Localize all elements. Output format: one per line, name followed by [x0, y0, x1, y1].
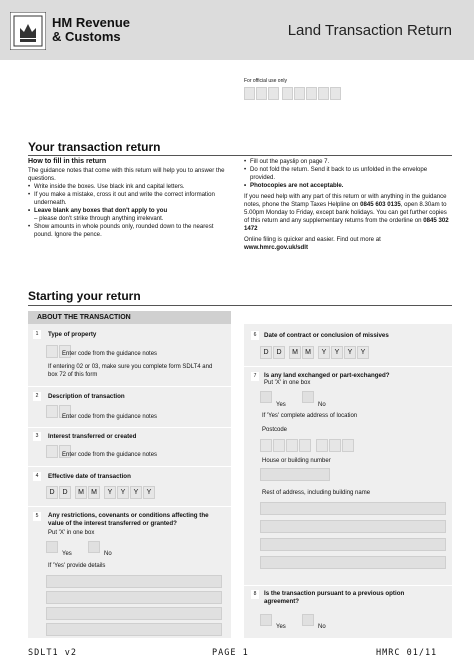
- q7-address-line[interactable]: [260, 556, 446, 569]
- q3-number: 3: [33, 432, 41, 441]
- postcode-cell[interactable]: [342, 439, 354, 452]
- q4-date-input[interactable]: [46, 486, 155, 499]
- footer-page: PAGE 1: [212, 648, 249, 658]
- official-use-block: [244, 78, 341, 100]
- q6-date-cell[interactable]: D: [273, 346, 285, 359]
- how-bullet: • Show amounts in whole pounds only, rounded down to the nearest pound. Ignore the pence.: [28, 223, 228, 239]
- q7-yes-box[interactable]: [260, 391, 272, 403]
- q4-date-cell[interactable]: Y: [104, 486, 116, 499]
- q6-label: Date of contract or conclusion of missives: [264, 332, 389, 339]
- divider: [28, 506, 231, 507]
- org-line2: & Customs: [52, 29, 121, 44]
- q7-rest-label: Rest of address, including building name: [262, 490, 371, 496]
- how-to-fill-block: [28, 158, 228, 239]
- q6-date-cell[interactable]: Y: [318, 346, 330, 359]
- how-bullet: • Leave blank any boxes that don't apply to you: [28, 207, 228, 215]
- q4-date-cell[interactable]: M: [88, 486, 100, 499]
- section-title-transaction: Your transaction return: [28, 140, 161, 154]
- q5-put-x: Put 'X' in one box: [48, 530, 95, 536]
- section-title-starting: Starting your return: [28, 289, 141, 303]
- q4-date-cell[interactable]: Y: [117, 486, 129, 499]
- official-cell: [318, 87, 329, 100]
- q3-label: Interest transferred or created: [48, 433, 137, 440]
- q7-address-line[interactable]: [260, 520, 446, 533]
- postcode-cell[interactable]: [286, 439, 298, 452]
- q3-cell[interactable]: [46, 445, 58, 458]
- org-line1: HM Revenue: [52, 15, 131, 30]
- q7-house-input[interactable]: [260, 468, 330, 481]
- q5-yes-label: Yes: [62, 551, 72, 557]
- online-text-body: Online filing is quicker and easier. Find out more at: [244, 236, 381, 243]
- right-bullet: • Photocopies are not acceptable.: [244, 182, 449, 190]
- header-band: [0, 0, 474, 60]
- q5-details-line[interactable]: [46, 607, 222, 620]
- q5-details-line[interactable]: [46, 623, 222, 636]
- q5-no-box[interactable]: [88, 541, 100, 553]
- q1-note: If entering 02 or 03, make sure you complete form SDLT4 and box 72 of this form: [48, 364, 213, 378]
- divider: [244, 585, 452, 586]
- q6-date-cell[interactable]: Y: [331, 346, 343, 359]
- org-name: [52, 16, 130, 44]
- q5-label: Any restrictions, covenants or conditions affecting the value of the interest transferred or granted?: [48, 512, 209, 527]
- q7-if-yes: If 'Yes' complete address of location: [262, 413, 358, 419]
- q8-yes-box[interactable]: [260, 614, 272, 626]
- official-use-boxes: [244, 87, 341, 100]
- official-cell: [306, 87, 317, 100]
- how-bullet: • Write inside the boxes. Use black ink and capital letters.: [28, 183, 228, 191]
- q5-details-line[interactable]: [46, 591, 222, 604]
- q6-date-cell[interactable]: Y: [357, 346, 369, 359]
- section-rule: [28, 155, 452, 156]
- how-intro: The guidance notes that come with this return will help you to answer the questions.: [28, 167, 225, 182]
- right-info-block: [244, 158, 449, 252]
- q5-if-yes: If 'Yes' provide details: [48, 563, 106, 569]
- divider: [244, 366, 452, 367]
- q7-label: Is any land exchanged or part-exchanged?: [264, 372, 390, 379]
- postcode-cell[interactable]: [316, 439, 328, 452]
- order-phone: 0845 302 1472: [244, 217, 449, 232]
- q7-number: 7: [251, 372, 259, 381]
- how-title: How to fill in this return: [28, 158, 107, 165]
- q4-date-cell[interactable]: D: [46, 486, 58, 499]
- divider: [28, 427, 231, 428]
- help-text-b: , open 8.30am to 5.00pm Monday to Friday, except bank holidays. You can get further copies of this return and any supplementary returns from the orderline on: [244, 201, 447, 224]
- q7-no-label: No: [318, 402, 326, 408]
- official-cell: [330, 87, 341, 100]
- q1-cell[interactable]: [46, 345, 58, 358]
- divider: [28, 386, 231, 387]
- q4-number: 4: [33, 472, 41, 481]
- helpline-text: [244, 193, 449, 233]
- q1-label: Type of property: [48, 331, 97, 338]
- q4-date-cell[interactable]: Y: [130, 486, 142, 499]
- official-cell: [294, 87, 305, 100]
- right-bullet: • Do not fold the return. Send it back to us unfolded in the envelope provided.: [244, 166, 449, 182]
- right-bullet: • Fill out the payslip on page 7.: [244, 158, 449, 166]
- help-text-a: If you need help with any part of this return or with anything in the guidance notes, phone the Stamp Taxes Helpline on: [244, 193, 447, 208]
- help-phone: 0845 603 0135: [360, 201, 401, 208]
- postcode-cell[interactable]: [260, 439, 272, 452]
- q8-label: Is the transaction pursuant to a previous option agreement?: [264, 590, 405, 605]
- q2-hint: Enter code from the guidance notes: [62, 414, 158, 420]
- q2-cell[interactable]: [46, 405, 58, 418]
- official-use-label: For official use only: [244, 78, 287, 84]
- q8-no-label: No: [318, 624, 326, 630]
- q7-house-label: House or building number: [262, 458, 331, 464]
- q5-no-label: No: [104, 551, 112, 557]
- crest-logo: [10, 12, 46, 50]
- q6-date-cell[interactable]: D: [260, 346, 272, 359]
- q7-postcode-label: Postcode: [262, 427, 288, 433]
- q5-details-line[interactable]: [46, 575, 222, 588]
- q6-date-cell[interactable]: M: [302, 346, 314, 359]
- q3-hint: Enter code from the guidance notes: [62, 452, 158, 458]
- q5-yes-box[interactable]: [46, 541, 58, 553]
- online-url[interactable]: www.hmrc.gov.uk/sdlt: [244, 244, 308, 251]
- q7-postcode-input[interactable]: [260, 439, 354, 452]
- q7-yes-label: Yes: [276, 402, 286, 408]
- postcode-cell[interactable]: [299, 439, 311, 452]
- how-bullets: [28, 183, 228, 239]
- form-title: Land Transaction Return: [287, 22, 452, 39]
- q4-date-cell[interactable]: D: [59, 486, 71, 499]
- postcode-cell[interactable]: [273, 439, 285, 452]
- official-cell: [268, 87, 279, 100]
- q6-date-cell[interactable]: M: [289, 346, 301, 359]
- official-cell: [256, 87, 267, 100]
- q6-number: 6: [251, 331, 259, 340]
- how-bullet: • If you make a mistake, cross it out and write the correct information underneath.: [28, 191, 228, 207]
- q7-address-line[interactable]: [260, 502, 446, 515]
- q5-number: 5: [33, 512, 41, 521]
- q8-yes-label: Yes: [276, 624, 286, 630]
- q8-number: 8: [251, 590, 259, 599]
- q6-date-input[interactable]: [260, 346, 369, 359]
- q7-address-line[interactable]: [260, 538, 446, 551]
- q6-date-cell[interactable]: Y: [344, 346, 356, 359]
- footer-revision: HMRC 01/11: [376, 648, 438, 658]
- section-rule: [28, 305, 452, 306]
- footer-form-code: SDLT1 v2: [28, 648, 77, 658]
- postcode-cell[interactable]: [329, 439, 341, 452]
- q4-label: Effective date of transaction: [48, 473, 131, 480]
- q2-label: Description of transaction: [48, 393, 125, 400]
- panel-head: ABOUT THE TRANSACTION: [28, 311, 231, 324]
- q2-number: 2: [33, 392, 41, 401]
- online-text: [244, 236, 449, 252]
- q1-number: 1: [33, 330, 41, 339]
- q7-put-x: Put 'X' in one box: [264, 380, 311, 386]
- right-bullets: [244, 158, 449, 190]
- q4-date-cell[interactable]: M: [75, 486, 87, 499]
- divider: [28, 466, 231, 467]
- how-bullet-cont: – please don't strike through anything irrelevant.: [34, 215, 164, 222]
- q1-hint: Enter code from the guidance notes: [62, 351, 158, 357]
- official-cell: [244, 87, 255, 100]
- q7-no-box[interactable]: [302, 391, 314, 403]
- q4-date-cell[interactable]: Y: [143, 486, 155, 499]
- official-cell: [282, 87, 293, 100]
- q8-no-box[interactable]: [302, 614, 314, 626]
